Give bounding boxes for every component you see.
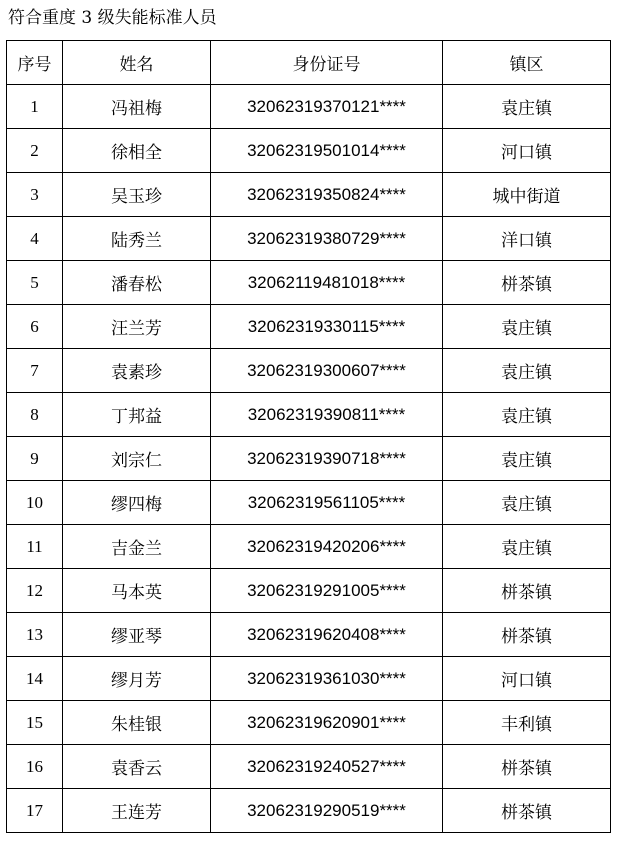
cell-town: 栟茶镇 [443, 613, 611, 657]
document-title: 符合重度 3 级失能标准人员 [8, 8, 217, 28]
cell-id-number: 32062319620901**** [211, 701, 443, 745]
cell-id-number: 32062319370121**** [211, 85, 443, 129]
cell-town: 袁庄镇 [443, 393, 611, 437]
cell-id-number: 32062319501014**** [211, 129, 443, 173]
table-row [7, 393, 611, 437]
table-row [7, 657, 611, 701]
cell-town: 栟茶镇 [443, 789, 611, 833]
cell-name: 袁素珍 [63, 349, 211, 393]
cell-id-number: 32062319300607**** [211, 349, 443, 393]
table-row [7, 789, 611, 833]
cell-id-number: 32062319330115**** [211, 305, 443, 349]
header-no: 序号 [7, 41, 63, 85]
cell-town: 袁庄镇 [443, 349, 611, 393]
cell-no: 9 [7, 437, 63, 481]
table-body [7, 85, 611, 833]
cell-town: 袁庄镇 [443, 85, 611, 129]
table-row [7, 85, 611, 129]
cell-name: 缪亚琴 [63, 613, 211, 657]
cell-name: 朱桂银 [63, 701, 211, 745]
cell-id-number: 32062319380729**** [211, 217, 443, 261]
cell-name: 王连芳 [63, 789, 211, 833]
cell-town: 河口镇 [443, 129, 611, 173]
header-id-number: 身份证号 [211, 41, 443, 85]
cell-no: 14 [7, 657, 63, 701]
cell-name: 潘春松 [63, 261, 211, 305]
table-row [7, 217, 611, 261]
cell-name: 吉金兰 [63, 525, 211, 569]
cell-town: 栟茶镇 [443, 745, 611, 789]
cell-name: 袁香云 [63, 745, 211, 789]
cell-name: 刘宗仁 [63, 437, 211, 481]
table-row [7, 437, 611, 481]
table-row [7, 349, 611, 393]
cell-name: 丁邦益 [63, 393, 211, 437]
table-row [7, 525, 611, 569]
cell-town: 袁庄镇 [443, 481, 611, 525]
cell-no: 7 [7, 349, 63, 393]
cell-no: 4 [7, 217, 63, 261]
cell-no: 11 [7, 525, 63, 569]
table-header-row [7, 41, 611, 85]
cell-no: 6 [7, 305, 63, 349]
cell-no: 15 [7, 701, 63, 745]
table-row [7, 701, 611, 745]
cell-id-number: 32062319240527**** [211, 745, 443, 789]
cell-id-number: 32062319620408**** [211, 613, 443, 657]
cell-name: 汪兰芳 [63, 305, 211, 349]
table-row [7, 745, 611, 789]
header-name: 姓名 [63, 41, 211, 85]
cell-id-number: 32062119481018**** [211, 261, 443, 305]
cell-no: 16 [7, 745, 63, 789]
cell-id-number: 32062319420206**** [211, 525, 443, 569]
header-town: 镇区 [443, 41, 611, 85]
cell-town: 丰利镇 [443, 701, 611, 745]
cell-town: 栟茶镇 [443, 569, 611, 613]
table-row [7, 569, 611, 613]
cell-name: 马本英 [63, 569, 211, 613]
cell-no: 2 [7, 129, 63, 173]
cell-town: 栟茶镇 [443, 261, 611, 305]
personnel-table [6, 40, 611, 833]
cell-town: 洋口镇 [443, 217, 611, 261]
cell-id-number: 32062319390718**** [211, 437, 443, 481]
cell-name: 徐相全 [63, 129, 211, 173]
cell-no: 12 [7, 569, 63, 613]
cell-name: 陆秀兰 [63, 217, 211, 261]
cell-name: 冯祖梅 [63, 85, 211, 129]
cell-id-number: 32062319390811**** [211, 393, 443, 437]
cell-no: 17 [7, 789, 63, 833]
cell-id-number: 32062319290519**** [211, 789, 443, 833]
cell-no: 1 [7, 85, 63, 129]
cell-no: 10 [7, 481, 63, 525]
table-row [7, 173, 611, 217]
cell-id-number: 32062319361030**** [211, 657, 443, 701]
cell-no: 5 [7, 261, 63, 305]
cell-no: 3 [7, 173, 63, 217]
cell-no: 8 [7, 393, 63, 437]
table-row [7, 613, 611, 657]
table-row [7, 481, 611, 525]
cell-town: 河口镇 [443, 657, 611, 701]
cell-town: 袁庄镇 [443, 525, 611, 569]
cell-no: 13 [7, 613, 63, 657]
cell-name: 缪月芳 [63, 657, 211, 701]
cell-id-number: 32062319350824**** [211, 173, 443, 217]
cell-town: 城中街道 [443, 173, 611, 217]
cell-id-number: 32062319291005**** [211, 569, 443, 613]
cell-town: 袁庄镇 [443, 305, 611, 349]
cell-name: 吴玉珍 [63, 173, 211, 217]
table-row [7, 261, 611, 305]
table-row [7, 129, 611, 173]
cell-id-number: 32062319561105**** [211, 481, 443, 525]
cell-town: 袁庄镇 [443, 437, 611, 481]
table-row [7, 305, 611, 349]
cell-name: 缪四梅 [63, 481, 211, 525]
